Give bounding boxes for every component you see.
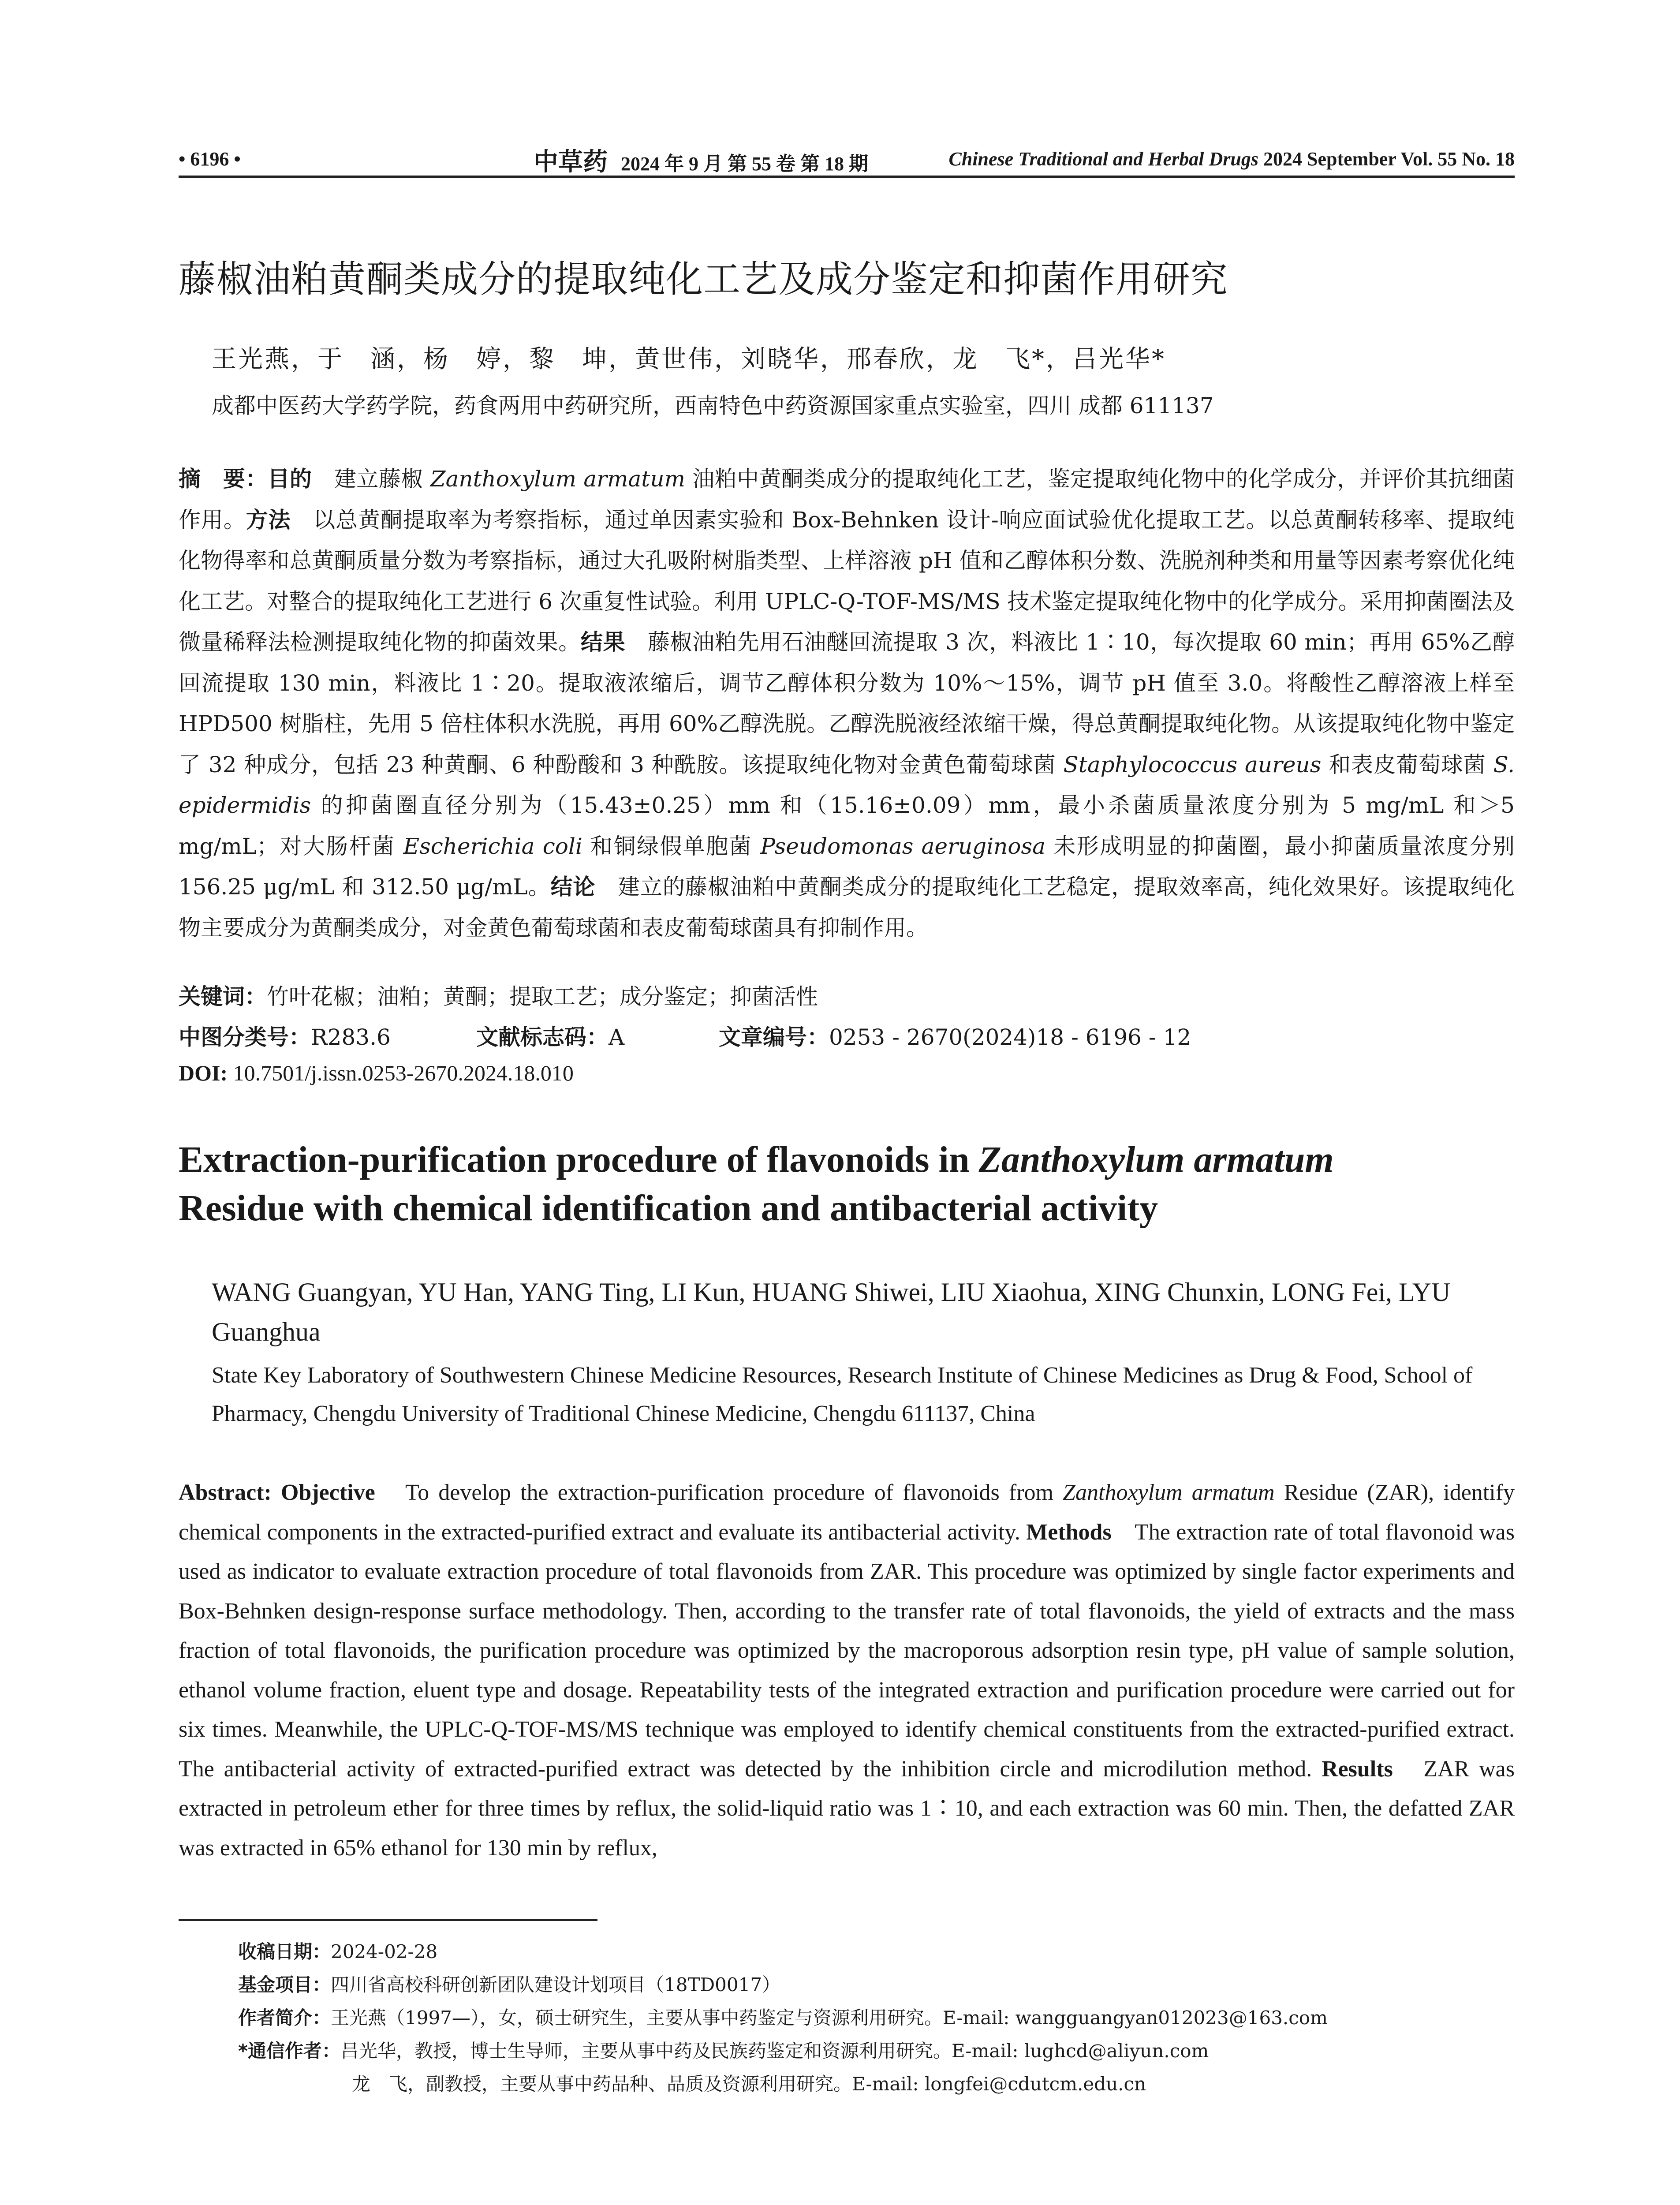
species-name: Pseudomonas aeruginosa [760,833,1045,859]
methods-label-en: Methods [1026,1519,1112,1545]
clc-value: R283.6 [311,1024,391,1050]
methods-text-en: The extraction rate of total flavonoid was used as indicator to evaluate extraction procedure of total flavonoids from ZAR. This procedure was optimized by single factor experiments and Box-Behnken design-response surface methodology. Then, according to the transfer rate of total flavonoids, the yield of extracts and the mass fraction of total flavonoids, the purification procedure was optimized by the macroporous adsorption resin type, pH value of sample solution, ethanol volume fraction, eluent type and dosage. Repeatability tests of the integrated extraction and purification procedure were carried out for six times. Meanwhile, the UPLC-Q-TOF-MS/MS technique was employed to identify chemical constituents from the extracted-purified extract. The antibacterial activity of extracted-purified extract was detected by the inhibition circle and microdilution method. [179,1519,1515,1782]
conclusion-label-cn: 结论 [550,874,596,900]
footnote-received [238,1935,1517,1968]
results-text-cn: 藤椒油粕先用石油醚回流提取 3 次，料液比 1∶10，每次提取 60 min；再用 65%乙醇回流提取 130 min，料液比 1∶20。提取液浓缩后，调节乙醇体积分数为 10%～15%，调节 pH 值至 3.0。将酸性乙醇溶液上样至 HPD500 树脂柱，先用 5 倍柱体积水洗脱，再用 60%乙醇洗脱。乙醇洗脱液经浓缩干燥，得总黄酮提取纯化物。从该提取纯化物中鉴定了 32 种成分，包括 23 种黄酮、6 种酚酸和 3 种酰胺。该提取纯化物对金黄色葡萄球菌 [179,629,1515,777]
results-text-cn: 和表皮葡萄球菌 [1321,751,1493,777]
issue-detail-en: 2024 September Vol. 55 No. 18 [1263,148,1515,170]
title-en-part: Residue with chemical identification and antibacterial activity [179,1188,1158,1229]
keywords-label: 关键词： [179,984,267,1009]
results-label-en: Results [1322,1756,1393,1782]
title-en-species: Zanthoxylum armatum [978,1139,1334,1180]
received-label: 收稿日期： [238,1941,331,1962]
footnote-author [238,2001,1517,2034]
results-text-en: ZAR was extracted in petroleum ether for three times by reflux, the solid-liquid ratio was 1∶10, and each extraction was 60 min. Then, the defatted ZAR was extracted in 65% ethanol for 130 min by reflux, [179,1756,1515,1861]
author-bio-label: 作者简介： [238,2007,331,2029]
received-date: 2024-02-28 [331,1941,438,1962]
abstract-en [179,1473,1515,1868]
doc-code-label: 文献标志码： [476,1024,609,1050]
title-en-part: Extraction-purification procedure of flavonoids in [179,1139,979,1180]
species-name: Escherichia coli [403,833,582,859]
results-text-cn: 和铜绿假单胞菌 [582,833,761,859]
fund-text: 四川省高校科研创新团队建设计划项目（18TD0017） [331,1974,781,1996]
affiliation-en: State Key Laboratory of Southwestern Chinese Medicine Resources, Research Institute of Chinese Medicines as Drug & Food, School of Pharmacy, Chengdu University of Traditional Chinese Medicine, Chengdu 611137, China [212,1363,1473,1426]
results-text-cn: 的抑菌圈直径分别为（15.43±0.25）mm 和（15.16±0.09）mm，最小杀菌质量浓度分别为 5 mg/mL 和＞5 mg/mL；对大肠杆菌 [179,792,1515,859]
methods-label-cn: 方法 [246,507,291,533]
species-name: Zanthoxylum armatum [1063,1480,1275,1505]
doi-label: DOI: [179,1061,228,1085]
classification-row [179,1020,391,1051]
affiliation-cn: 成都中医药大学药学院，药食两用中药研究所，西南特色中药资源国家重点实验室，四川 成都 611137 [212,393,1214,419]
header-rule [179,176,1515,178]
abstract-cn-label: 摘 要： [179,466,268,492]
footnotes [238,1935,1517,2100]
fund-label: 基金项目： [238,1974,331,1996]
author-bio-text: 王光燕（1997—），女，硕士研究生，主要从事中药鉴定与资源利用研究。E-mail: wangguangyan012023@163.com [331,2007,1328,2029]
keywords-cn [179,979,818,1011]
objective-text-cn-2: 油粕中黄酮类成分的提取纯化工艺，鉴定提取纯化物中的化学成分，并评价其抗细菌作用。 [179,466,1515,533]
footnote-rule [179,1919,597,1921]
objective-text-en-2: Residue (ZAR), identify chemical components in the extracted-purified extract and evaluate its antibacterial activity. [179,1480,1515,1545]
keywords-value: 竹叶花椒；油粕；黄酮；提取工艺；成分鉴定；抑菌活性 [267,984,818,1009]
article-number-value: 0253 - 2670(2024)18 - 6196 - 12 [829,1024,1191,1050]
issue-info-cn: 2024 年 9 月 第 55 卷 第 18 期 [621,153,868,175]
authors-en: WANG Guangyan, YU Han, YANG Ting, LI Kun, HUANG Shiwei, LIU Xiaohua, XING Chunxin, LONG Fei, LYU Guanghua [212,1278,1451,1346]
title-cn: 藤椒油粕黄酮类成分的提取纯化工艺及成分鉴定和抑菌作用研究 [179,258,1228,301]
issue-info-en [949,148,1515,170]
article-number [719,1020,1191,1051]
results-text-cn: 未形成明显的抑菌圈，最小抑菌质量浓度分别 156.25 μg/mL 和 312.50 μg/mL。 [179,833,1515,900]
species-name: Zanthoxylum armatum [430,466,685,492]
corresponding-text-2: 龙 飞，副教授，主要从事中药品种、品质及资源利用研究。E-mail: longfei@cdutcm.edu.cn [352,2073,1146,2095]
article-number-label: 文章编号： [719,1024,829,1050]
authors-cn: 王光燕，于 涵，杨 婷，黎 坤，黄世伟，刘晓华，邢春欣，龙 飞*，吕光华* [212,345,1166,374]
objective-text-cn: 建立藤椒 [312,466,430,492]
methods-text-cn: 以总黄酮提取率为考察指标，通过单因素实验和 Box-Behnken 设计-响应面试验优化提取工艺。以总黄酮转移率、提取纯化物得率和总黄酮质量分数为考察指标，通过大孔吸附树脂类型、上样溶液 pH 值和乙醇体积分数、洗脱剂种类和用量等因素考察优化纯化工艺。对整合的提取纯化工艺进行 6 次重复性试验。利用 UPLC-Q-TOF-MS/MS 技术鉴定提取纯化物中的化学成分。采用抑菌圈法及微量稀释法检测提取纯化物的抑菌效果。 [179,507,1515,655]
objective-text-en: To develop the extraction-purification procedure of flavonoids from [375,1480,1063,1505]
doi-value: 10.7501/j.issn.0253-2670.2024.18.010 [233,1061,574,1085]
corresponding-label: *通信作者： [238,2040,340,2062]
abstract-cn [179,459,1515,948]
journal-name-cn: 中草药 [534,147,608,176]
abstract-en-label: Abstract: Objective [179,1480,375,1505]
title-en [179,1136,1515,1233]
results-label-cn: 结果 [580,629,626,655]
species-name: S. epidermidis [179,751,1515,818]
page-number: • 6196 • [179,148,241,170]
doi [179,1060,574,1086]
journal-name-en: Chinese Traditional and Herbal Drugs [948,148,1259,170]
doc-code [476,1020,624,1051]
clc-label: 中图分类号： [179,1024,311,1050]
footnote-corresponding-2 [238,2067,1517,2100]
footnote-fund [238,1968,1517,2001]
species-name: Staphylococcus aureus [1063,751,1322,777]
corresponding-text-1: 吕光华，教授，博士生导师，主要从事中药及民族药鉴定和资源利用研究。E-mail: lughcd@aliyun.com [340,2040,1209,2062]
doc-code-value: A [609,1024,625,1050]
running-head [179,142,1515,176]
conclusion-text-cn: 建立的藤椒油粕中黄酮类成分的提取纯化工艺稳定，提取效率高，纯化效果好。该提取纯化物主要成分为黄酮类成分，对金黄色葡萄球菌和表皮葡萄球菌具有抑制作用。 [179,874,1515,941]
objective-label-cn: 目的 [267,466,312,492]
footnote-corresponding [238,2034,1517,2067]
